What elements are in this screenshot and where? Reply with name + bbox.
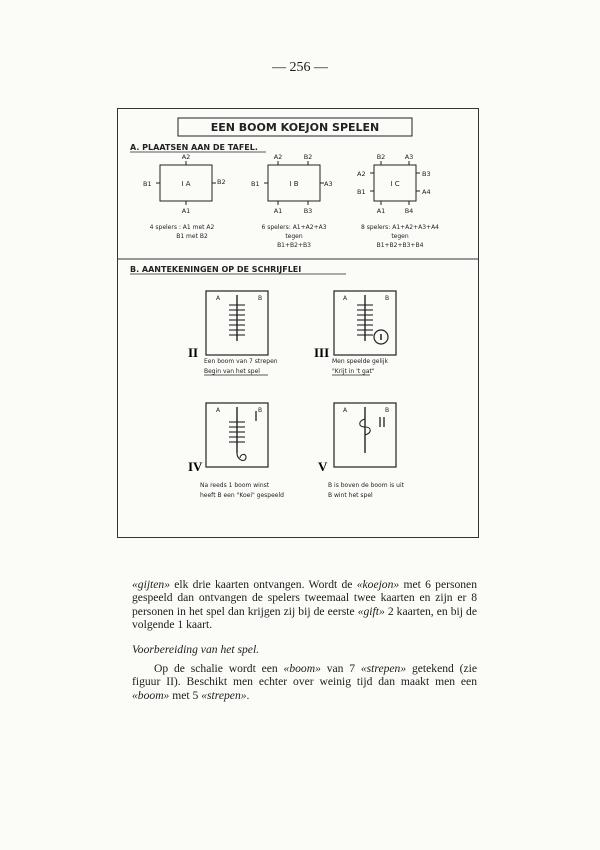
seat-label: A3	[404, 153, 414, 161]
seat-label: A1	[376, 207, 386, 215]
seat-label: B1	[143, 180, 152, 188]
column-label: B	[258, 407, 263, 414]
slate-caption: heeft B een "Koei" gespeeld	[200, 492, 284, 499]
slate-figure-iv	[188, 403, 284, 499]
table-caption: B1 met B2	[176, 233, 208, 240]
slate-caption: Na reeds 1 boom winst	[200, 482, 270, 489]
seat-label: B3	[422, 170, 431, 178]
table-label: I A	[181, 180, 191, 188]
column-label: B	[385, 295, 390, 302]
figure-numeral: IV	[188, 459, 203, 474]
slate-caption: "Krijt in 't gat"	[332, 368, 375, 375]
table-diagram-4-players	[143, 153, 226, 240]
table-caption: 4 spelers : A1 met A2	[149, 224, 215, 231]
figure-numeral: V	[318, 459, 328, 474]
table-caption: 6 spelers: A1+A2+A3	[261, 224, 327, 231]
column-label: B	[258, 295, 263, 302]
figure-boom-koejon	[117, 108, 479, 538]
seat-label: B3	[303, 207, 313, 215]
seat-label: A1	[273, 207, 283, 215]
column-label: A	[216, 407, 221, 414]
table-caption: tegen	[285, 233, 303, 240]
seat-label: A2	[181, 153, 191, 161]
seat-label: B2	[303, 153, 313, 161]
slate-caption: Een boom van 7 strepen	[204, 358, 278, 365]
seat-label: A4	[422, 188, 431, 196]
seat-label: B2	[376, 153, 386, 161]
slate-caption: Begin van het spel	[204, 368, 260, 375]
slate-figure-v	[318, 403, 405, 499]
slate-figure-iii	[314, 291, 396, 375]
figure-numeral: III	[314, 345, 330, 360]
koei-curl-mark	[237, 453, 246, 460]
page-number: — 256 —	[272, 60, 328, 75]
figure-title: EEN BOOM KOEJON SPELEN	[210, 121, 380, 134]
seat-label: A2	[273, 153, 283, 161]
seat-label: B1	[357, 188, 366, 196]
seat-label: B2	[217, 178, 226, 186]
section-heading-voorbereiding: Voorbereiding van het spel.	[132, 643, 260, 656]
table-diagram-6-players	[251, 153, 333, 249]
section-b-heading: B. AANTEKENINGEN OP DE SCHRIJFLEI	[130, 265, 302, 274]
column-label: A	[343, 407, 348, 414]
table-caption: 8 spelers: A1+A2+A3+A4	[361, 224, 439, 231]
table-caption: B1+B2+B3+B4	[376, 242, 424, 249]
paragraph-voorbereiding: Op de schalie wordt een «boom» van 7 «strepen» getekend (zie figuur II). Beschikt men echter over weinig tijd dan maakt men een «boom» met 5 «strepen».	[132, 662, 478, 702]
slate-caption: B is boven de boom is uit	[328, 482, 404, 489]
seat-label: A3	[324, 180, 333, 188]
chalk-mark: I	[379, 333, 383, 342]
paragraph-gijten: «gijten» elk drie kaarten ontvangen. Wordt de «koejon» met 6 personen gespeeld dan ontvangen de spelers tweemaal twee kaarten en zijn er 8 personen in het spel dan krijgen zij bij de eerste «gift» 2 kaarten, en bij de volgende 1 kaart.	[132, 578, 477, 632]
table-caption: tegen	[391, 233, 409, 240]
table-diagram-8-players	[357, 153, 439, 249]
figure-drawing	[118, 109, 478, 537]
table-label: I C	[390, 180, 400, 188]
slate-caption: Men speelde gelijk	[332, 358, 388, 365]
column-label: A	[343, 295, 348, 302]
table-label: I B	[289, 180, 299, 188]
section-a-heading: A. PLAATSEN AAN DE TAFEL.	[130, 143, 258, 152]
column-label: B	[385, 407, 390, 414]
seat-label: A2	[357, 170, 366, 178]
slate-caption: B wint het spel	[328, 492, 373, 499]
seat-label: B1	[251, 180, 260, 188]
slate-figure-ii	[188, 291, 278, 375]
seat-label: B4	[404, 207, 414, 215]
seat-label: A1	[181, 207, 191, 215]
figure-numeral: II	[188, 345, 199, 360]
table-caption: B1+B2+B3	[277, 242, 311, 249]
column-label: A	[216, 295, 221, 302]
